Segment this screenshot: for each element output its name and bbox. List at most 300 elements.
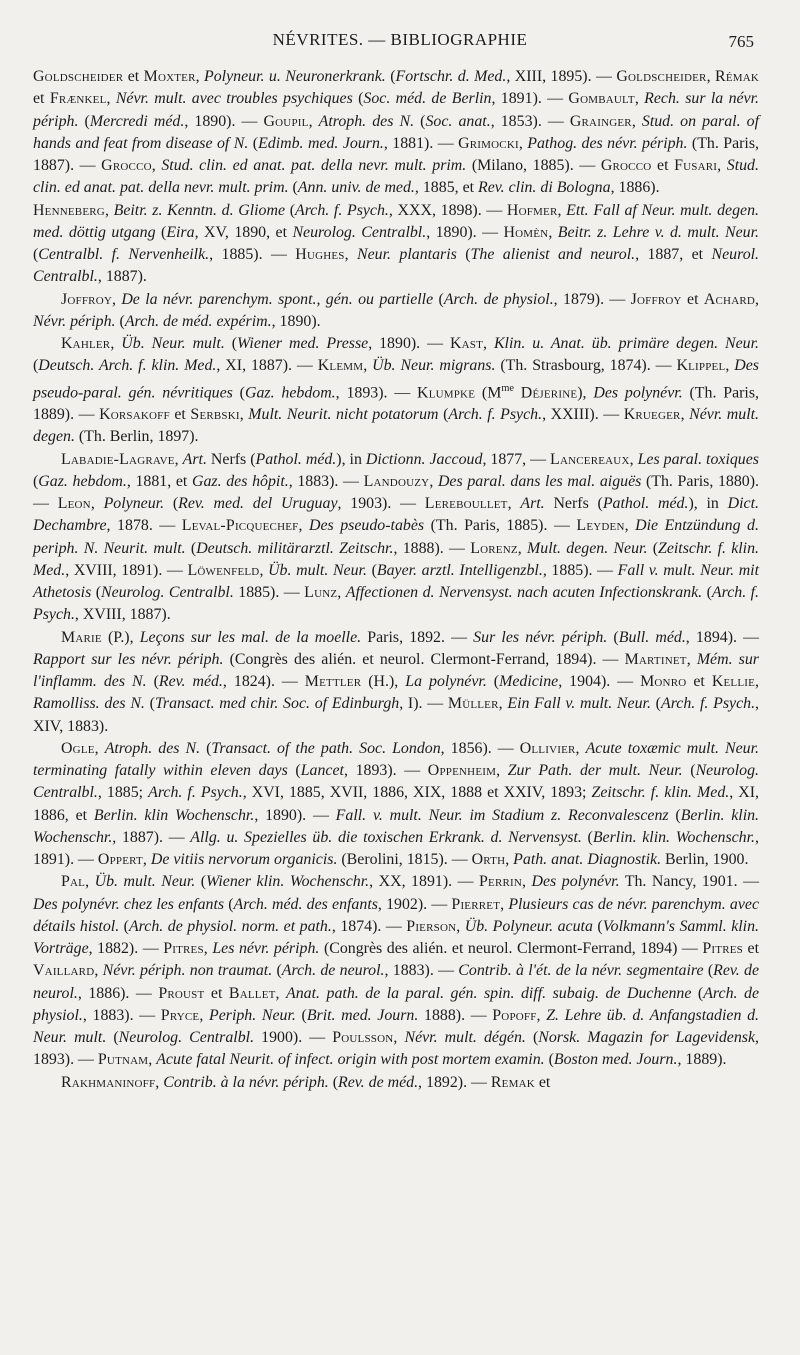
plain-text: , XI, 1887). — xyxy=(216,357,318,375)
author-name: Korsakoff xyxy=(99,406,170,424)
title-text: Névr. mult. degen. xyxy=(33,406,760,446)
plain-text: , 1889). xyxy=(677,1051,727,1069)
plain-text: , xyxy=(259,561,269,579)
plain-text: ( xyxy=(581,828,593,846)
author-name: Popoff xyxy=(492,1006,537,1024)
plain-text: ( xyxy=(691,984,704,1002)
title-text: Arch. f. Psych. xyxy=(448,406,543,424)
plain-text: et xyxy=(681,290,704,308)
title-text: Berlin. klin. Wochenschr. xyxy=(592,828,756,846)
title-text: Wiener klin. Wochenschr. xyxy=(206,873,370,891)
plain-text: , xyxy=(631,112,642,130)
author-name: Hughes xyxy=(295,246,345,263)
plain-text: , 1886). xyxy=(610,179,660,197)
plain-text: , xyxy=(344,246,358,263)
plain-text: , XVI, 1885, XVII, 1886, XIX, 1888 et XXIV, 1893; xyxy=(242,784,592,802)
author-name: Marie xyxy=(61,628,102,646)
plain-text: , 1878. — xyxy=(106,517,182,535)
plain-text: , 1877, — xyxy=(482,450,551,468)
plain-text: Nerfs ( xyxy=(206,450,256,468)
plain-text: , xyxy=(337,584,346,602)
plain-text: ( xyxy=(385,68,396,85)
title-text: Allg. u. Spezielles üb. die toxischen Erkrank. d. Nervensyst. xyxy=(190,828,582,846)
title-text: Rapport sur les névr. périph. xyxy=(33,650,224,668)
plain-text: ( xyxy=(285,201,295,219)
bibliography-paragraph xyxy=(33,200,759,289)
title-text: Deutsch. Arch. f. klin. Med. xyxy=(38,357,217,375)
author-name: Ogle xyxy=(61,739,95,757)
author-name: Goldscheider xyxy=(33,68,124,85)
title-text: Üb. Neur. mult. xyxy=(121,335,225,352)
author-name: Klumpke xyxy=(417,383,476,401)
plain-text: 1885). — xyxy=(233,584,305,602)
title-text: Art. xyxy=(520,495,545,513)
title-text: Mercredi méd. xyxy=(89,112,185,130)
author-name: Pierson xyxy=(406,917,457,935)
plain-text: et xyxy=(169,406,191,424)
author-name: Putnam xyxy=(97,1051,149,1069)
title-text: Des polynévr. xyxy=(593,383,683,401)
author-name: Pitres xyxy=(163,940,204,958)
plain-text: , xyxy=(142,851,151,869)
author-name: Rémak xyxy=(715,68,760,85)
plain-text: , 1904). — xyxy=(558,673,641,691)
plain-text: , xyxy=(456,917,465,935)
plain-text: Th. Nancy, 1901. — xyxy=(619,873,759,891)
plain-text: (Berolini, 1815). — xyxy=(337,851,472,869)
author-name: Klemm xyxy=(317,357,364,375)
title-text: Periph. Neur. xyxy=(209,1006,296,1024)
title-text: Lancet xyxy=(300,762,344,780)
plain-text: ( xyxy=(456,246,471,263)
author-name: Lunz xyxy=(304,584,338,602)
title-text: Zeitschr. f. klin. Med. xyxy=(591,784,730,802)
plain-text: ), in xyxy=(688,495,728,513)
plain-text: ( xyxy=(287,762,301,780)
plain-text: (H.), xyxy=(361,673,406,691)
plain-text: , xyxy=(94,739,105,757)
plain-text: , 1885). — xyxy=(542,561,618,579)
plain-text: Nerfs ( xyxy=(544,495,603,513)
plain-text: , xyxy=(634,90,645,108)
author-name: Fusari xyxy=(674,157,718,174)
plain-text: ( xyxy=(185,539,197,557)
plain-text: ( xyxy=(155,223,167,241)
plain-text xyxy=(514,384,521,401)
plain-text: ( xyxy=(668,806,681,824)
author-name: Leval-Picquechef xyxy=(181,517,299,535)
plain-text: ( xyxy=(433,290,444,308)
plain-text: ( xyxy=(106,1029,119,1047)
plain-text: , 1853). — xyxy=(490,112,570,130)
plain-text: et xyxy=(204,984,229,1002)
plain-text: (Th. Paris, 1887). — xyxy=(33,134,760,174)
title-text: Plusieurs cas de névr. parenchym. avec détails histol. xyxy=(33,895,760,935)
title-text: Pathol. méd. xyxy=(255,450,337,468)
title-text: Rev. clin. di Bologna xyxy=(478,179,611,197)
plain-text: , 1890). — xyxy=(254,806,336,824)
title-text: Neurolog. Centralbl. xyxy=(292,223,427,241)
plain-text: , xyxy=(536,1006,547,1024)
plain-text: , xyxy=(680,406,690,424)
plain-text: , 1885). — xyxy=(209,246,296,263)
plain-text: ( xyxy=(288,179,298,197)
title-text: Gaz. hebdom. xyxy=(38,472,127,490)
plain-text: et xyxy=(534,1073,551,1091)
title-text: Path. anat. Diagnostik. xyxy=(513,851,662,869)
plain-text: , 1874). — xyxy=(331,917,407,935)
plain-text: , xyxy=(104,201,114,219)
plain-text: ( xyxy=(702,584,712,602)
bibliography-paragraph xyxy=(33,449,759,627)
plain-text: ( xyxy=(486,673,500,691)
author-name: Müller xyxy=(447,695,499,713)
title-text: Les névr. périph. xyxy=(212,940,320,958)
plain-text: , xyxy=(112,290,122,308)
plain-text: , XIII, 1895). — xyxy=(506,68,617,85)
plain-text: , xyxy=(548,223,558,241)
author-name: Perrin xyxy=(479,873,523,891)
title-text: Transact. med chir. Soc. of Edinburgh xyxy=(154,695,400,713)
author-name: Vaillard xyxy=(33,962,95,980)
plain-text: , 1885, et xyxy=(414,179,479,197)
title-text: Arch. de physiol. xyxy=(443,290,554,308)
plain-text: ( xyxy=(352,90,364,108)
plain-text: , xyxy=(90,495,104,513)
author-name: Kast xyxy=(449,335,484,352)
plain-text: , xyxy=(363,357,373,375)
title-text: Acute toxæmic mult. Neur. terminating fatally within eleven days xyxy=(33,739,760,780)
plain-text: ( xyxy=(33,472,39,490)
plain-text: , xyxy=(496,762,508,780)
plain-text: (P.), xyxy=(101,628,140,646)
title-text: Stud. clin. ed anat. pat. della nevr. mult. prim. xyxy=(161,157,467,174)
author-name: Joffroy xyxy=(61,290,112,308)
title-text: Ann. univ. de med. xyxy=(297,179,415,197)
plain-text: , 1890). — xyxy=(426,223,504,241)
plain-text: ( xyxy=(33,246,39,263)
plain-text: ( xyxy=(592,917,603,935)
author-name: Löwenfeld xyxy=(187,561,260,579)
plain-text: , 1894). — xyxy=(685,628,760,646)
title-text: Ett. Fall af Neur. mult. degen. med. döttig utgang xyxy=(33,201,759,241)
plain-text: ( xyxy=(195,873,207,891)
plain-text: , xyxy=(717,157,727,174)
title-text: Pathol. méd. xyxy=(602,495,689,513)
title-text: Volkmann's Samml. klin. Vorträge xyxy=(33,917,759,958)
plain-text: , xyxy=(575,739,586,757)
plain-text: , xyxy=(517,539,528,557)
bibliography-paragraph xyxy=(33,66,759,200)
plain-text: , 1890). — xyxy=(184,112,264,130)
title-text: Arch. f. Psych. xyxy=(660,695,756,713)
plain-text: , xyxy=(148,1051,157,1069)
title-text: Arch. f. Psych. xyxy=(148,784,243,802)
plain-text: ( xyxy=(607,628,619,646)
plain-text: , xyxy=(239,406,249,424)
plain-text: ( xyxy=(650,695,661,713)
plain-text: , 1893). — xyxy=(343,762,428,780)
title-text: Norsk. Magazin for Lagevidensk xyxy=(538,1029,756,1047)
plain-text: et xyxy=(33,90,50,108)
plain-text: , xyxy=(155,1073,164,1091)
title-text: Fall. v. mult. Neur. im Stadium z. Reconvalescenz xyxy=(335,806,669,824)
title-text: Atroph. des N. xyxy=(104,739,201,757)
plain-text: , xyxy=(755,290,760,308)
plain-text: ( xyxy=(78,112,90,130)
plain-text: , XVIII, 1891). — xyxy=(65,561,188,579)
plain-text: ( xyxy=(224,895,234,913)
title-text: Transact. of the path. Soc. London xyxy=(211,739,441,757)
running-title: NÉVRITES. — BIBLIOGRAPHIE xyxy=(272,30,528,49)
title-text: Neurol. Centralbl. xyxy=(33,246,760,286)
plain-text: , 1879). — xyxy=(553,290,631,308)
plain-text: , xyxy=(174,450,183,468)
plain-text: , XI, 1886, et xyxy=(33,784,759,824)
plain-text: ( xyxy=(328,1073,339,1091)
plain-text: , 1881, et xyxy=(126,472,192,490)
title-text: Beitr. z. Kenntn. d. Gliome xyxy=(113,201,286,219)
title-text: Acute fatal Neurit. of infect. origin with post mortem examin. xyxy=(156,1051,545,1069)
title-text: Mém. sur l'inflamm. des N. xyxy=(33,650,759,691)
plain-text: , xyxy=(500,895,509,913)
title-text: Rev. de méd. xyxy=(338,1073,419,1091)
author-name: Mettler xyxy=(304,673,362,691)
plain-text: , 1882). — xyxy=(88,940,164,958)
author-name: Hofmer xyxy=(506,201,558,219)
title-text: Stud. on paral. of hands and feat from disease of N. xyxy=(33,112,760,152)
plain-text: , xyxy=(507,495,521,513)
author-name: Grocco xyxy=(101,157,152,174)
author-name: Proust xyxy=(158,984,205,1002)
bibliography-paragraph xyxy=(33,333,759,449)
title-text: Die Entzündung d. periph. N. Neurit. mult. xyxy=(33,517,759,557)
plain-text: , 1856). — xyxy=(440,739,520,757)
title-text: Arch. f. Psych. xyxy=(33,584,760,624)
plain-text: , xyxy=(151,157,162,174)
page-number: 765 xyxy=(728,32,754,51)
plain-text: ( xyxy=(544,1051,554,1069)
plain-text: , 1891). — xyxy=(491,90,569,108)
plain-text: ( xyxy=(144,695,155,713)
author-name: Poulsson xyxy=(332,1029,394,1047)
author-name: Pitres xyxy=(702,940,743,958)
title-text: Gaz. des hôpit. xyxy=(192,472,289,490)
title-text: Stud. clin. ed anat. pat. della nevr. mult. prim. xyxy=(33,157,759,197)
plain-text: ( xyxy=(703,962,714,980)
plain-text: , xyxy=(308,112,319,130)
title-text: Atroph. des N. xyxy=(318,112,415,130)
author-name: Kahler xyxy=(61,335,111,352)
plain-text: ( xyxy=(119,917,129,935)
author-name: Grocco xyxy=(600,157,652,174)
plain-text: et xyxy=(742,940,759,958)
plain-text: , xyxy=(557,201,567,219)
plain-text: , xyxy=(195,68,205,85)
plain-text: , xyxy=(686,650,697,668)
title-text: Contrib. à la névr. périph. xyxy=(163,1073,329,1091)
author-name: Leon xyxy=(57,495,91,513)
title-text: Mult. degen. Neur. xyxy=(527,539,648,557)
title-text: Névr. périph. xyxy=(33,312,116,330)
plain-text: , xyxy=(522,873,532,891)
title-text: Zeitschr. f. klin. Med. xyxy=(33,539,760,579)
title-text: De vitiis nervorum organicis. xyxy=(150,851,338,869)
title-text: Bull. méd. xyxy=(618,628,686,646)
author-name: Pierret xyxy=(451,895,501,913)
title-text: Mult. Neurit. nicht potatorum xyxy=(248,406,439,424)
plain-text: (Th. Paris, 1880). — xyxy=(33,472,760,513)
plain-text: ( xyxy=(115,312,125,330)
plain-text: , xyxy=(624,517,636,535)
plain-text: et xyxy=(123,68,144,85)
bibliography-paragraph xyxy=(33,871,759,1071)
plain-text: 1900). — xyxy=(254,1029,333,1047)
author-name: Krueger xyxy=(623,406,681,424)
author-name: Grimocki xyxy=(458,134,519,152)
plain-text: ( xyxy=(438,406,449,424)
plain-text: ( xyxy=(295,1006,307,1024)
plain-text: , 1885; xyxy=(97,784,149,802)
author-name: Déjerine xyxy=(520,383,578,401)
title-text: Leçons sur les mal. de la moelle. xyxy=(139,628,362,646)
plain-text: Berlin, 1900. xyxy=(661,851,749,869)
title-text: Arch. de méd. expérim. xyxy=(124,312,272,330)
title-text: Gaz. hebdom. xyxy=(244,383,336,401)
title-text: Des pseudo-paral. gén. névritiques xyxy=(33,357,759,401)
plain-text: Paris, 1892. — xyxy=(361,628,474,646)
plain-text: , xyxy=(203,940,213,958)
plain-text: ), xyxy=(577,383,594,401)
plain-text: , xyxy=(725,357,735,375)
plain-text: , 1890). xyxy=(271,312,321,330)
plain-text: , XXX, 1898). — xyxy=(388,201,507,219)
plain-text: , xyxy=(298,517,309,535)
author-name: Joffroy xyxy=(630,290,682,308)
bibliography-paragraph xyxy=(33,738,759,872)
plain-text: , XVIII, 1887). xyxy=(74,606,171,624)
plain-text: ( xyxy=(366,561,377,579)
title-text: The alienist and neurol. xyxy=(470,246,636,263)
author-name: Orth xyxy=(471,851,506,869)
title-text: Arch. méd. des enfants xyxy=(233,895,378,913)
title-text: Sur les névr. périph. xyxy=(473,628,608,646)
title-text: Affectionen d. Nervensyst. nach acuten Infectionskrank. xyxy=(345,584,703,602)
plain-text: ( xyxy=(525,1029,539,1047)
plain-text: , xyxy=(483,335,494,352)
plain-text: , xyxy=(393,1029,405,1047)
title-text: Soc. méd. de Berlin xyxy=(363,90,492,108)
author-name: Moxter xyxy=(143,68,196,85)
author-name: Labadie-Lagrave xyxy=(61,450,175,468)
title-text: Berlin. klin Wochenschr. xyxy=(93,806,255,824)
plain-text: (Congrès des alién. et neurol. Clermont-Ferrand, 1894) — xyxy=(319,940,703,958)
title-text: Berlin. klin. Wochenschr. xyxy=(33,806,760,846)
author-name: Serbski xyxy=(190,406,240,424)
title-text: Arch. de physiol. norm. et path. xyxy=(128,917,332,935)
plain-text: ( xyxy=(33,357,39,375)
title-text: Zur Path. der mult. Neur. xyxy=(507,762,683,780)
plain-text: , 1881). — xyxy=(383,134,459,152)
title-text: Dictionn. Jaccoud xyxy=(365,450,483,468)
plain-text: ( xyxy=(414,112,426,130)
plain-text: (Th. Paris, 1885). — xyxy=(424,517,577,535)
plain-text: ( xyxy=(272,962,282,980)
author-name: Goldscheider xyxy=(616,68,707,85)
title-text: Üb. mult. Neur. xyxy=(268,561,367,579)
author-name: Achard xyxy=(703,290,756,308)
plain-text: , I). — xyxy=(399,695,448,713)
title-text: Des polynévr. chez les enfants xyxy=(33,895,225,913)
plain-text: ), in xyxy=(336,450,366,468)
title-text: Névr. mult. dégén. xyxy=(404,1029,526,1047)
plain-text: , 1891). — xyxy=(33,828,760,869)
plain-text: , xyxy=(629,450,638,468)
plain-text: , 1892). — xyxy=(418,1073,491,1091)
title-text: Klin. u. Anat. üb. primäre degen. Neur. xyxy=(493,335,760,352)
title-text: Centralbl. f. Nervenheilk. xyxy=(38,246,210,263)
plain-text: , xyxy=(498,695,508,713)
author-name: Lancereaux xyxy=(550,450,630,468)
plain-text: , xyxy=(706,68,716,85)
plain-text: , xyxy=(94,962,103,980)
plain-text: , xyxy=(505,851,514,869)
title-text: Dict. Dechambre xyxy=(33,495,759,535)
title-text: Rech. sur la névr. périph. xyxy=(33,90,760,130)
author-name: Monro xyxy=(640,673,687,691)
plain-text: ( xyxy=(224,335,238,352)
plain-text: , 1883). — xyxy=(82,1006,161,1024)
title-text: Soc. anat. xyxy=(425,112,491,130)
plain-text: , xyxy=(518,134,528,152)
author-name: Pryce xyxy=(160,1006,200,1024)
title-text: Rev. med. del Uruguay xyxy=(178,495,338,513)
title-text: Des pseudo-tabès xyxy=(308,517,425,535)
author-name: Ollivier xyxy=(519,739,576,757)
author-name: Oppenheim xyxy=(427,762,497,780)
plain-text: ( xyxy=(248,134,259,152)
plain-text: , 1887). xyxy=(97,268,147,286)
title-text: Fortschr. d. Med. xyxy=(395,68,507,85)
title-text: Ramolliss. des N. xyxy=(33,695,145,713)
author-name: Frænkel xyxy=(49,90,107,108)
title-text: La polynévr. xyxy=(405,673,487,691)
plain-text: (Th. Paris, 1889). — xyxy=(33,383,759,424)
plain-text: ( xyxy=(682,762,696,780)
plain-text: , 1886). — xyxy=(77,984,159,1002)
title-text: Neurolog. Centralbl. xyxy=(101,584,234,602)
title-text: Fall v. mult. Neur. mit Athetosis xyxy=(33,561,760,602)
plain-text: (Milano, 1885). — xyxy=(466,157,601,174)
plain-text: , xyxy=(110,335,122,352)
title-text: Neurolog. Centralbl. xyxy=(33,762,759,802)
plain-text: , xyxy=(106,90,116,108)
title-text: Brit. med. Journ. xyxy=(306,1006,419,1024)
author-name: Ballet xyxy=(228,984,276,1002)
author-name: Klippel xyxy=(676,357,726,375)
title-text: Z. Lehre üb. d. Anfangstadien d. Neur. mult. xyxy=(33,1006,759,1047)
title-text: Art. xyxy=(182,450,207,468)
plain-text: , XIV, 1883). xyxy=(33,695,760,735)
plain-text: , xyxy=(85,873,95,891)
title-text: Boston med. Journ. xyxy=(553,1051,678,1069)
plain-text: (M xyxy=(475,383,502,401)
plain-text: , 1888). — xyxy=(393,539,471,557)
plain-text: , 1883). — xyxy=(288,472,364,490)
plain-text: , xyxy=(429,472,438,490)
plain-text: , XXIII). — xyxy=(542,406,624,424)
title-text: Arch. f. Psych. xyxy=(294,201,389,219)
